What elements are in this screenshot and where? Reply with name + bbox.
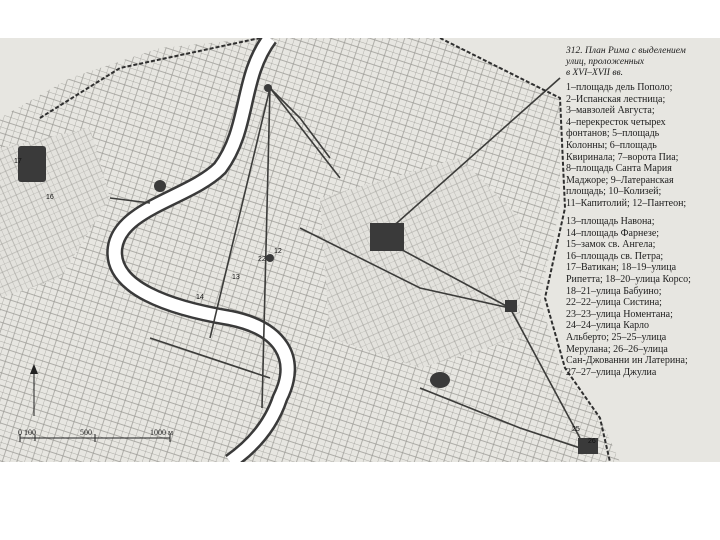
piazza-del-popolo-landmark xyxy=(264,84,272,92)
street-grid-area xyxy=(0,38,620,462)
map-label-22: 22 xyxy=(258,256,266,263)
vatican-landmark xyxy=(18,146,46,182)
map-label-13: 13 xyxy=(232,274,240,281)
city-plan-map xyxy=(0,38,720,462)
santa-maria-maggiore-landmark xyxy=(505,300,517,312)
castel-sant-angelo-landmark xyxy=(154,180,166,192)
map-label-26: 26 xyxy=(588,438,596,445)
map-label-12: 12 xyxy=(274,248,282,255)
map-label-14: 14 xyxy=(196,294,204,301)
street-grid-east xyxy=(320,158,520,368)
scale-label-500: 500 xyxy=(80,428,92,437)
scale-label-0-100: 0 100 xyxy=(18,428,36,437)
legend-block-1: 1–площадь дель Пополо; 2–Испанская лестница; 3–мавзолей Августа; 4–перекресток четырех фонтанов; 5–площадь Колонны; 6–площадь Квиринала; 7–ворота Пиа; 8–площадь Санта Мария Маджоре; 9–Латеранская площадь; 10–Колизей; 11–Капитолий; 12–Пантеон; xyxy=(566,82,687,209)
pantheon-landmark xyxy=(266,254,274,262)
map-label-17: 17 xyxy=(14,158,22,165)
legend-block-2: 13–площадь Навона; 14–площадь Фарнезе; 15–замок св. Ангела; 16–площадь св. Петра; 17–Ватикан; 18–19–улица Рипетта; 18–20–улица Корсо; 18–21–улица Бабуино; 22–22–улица Систина; 23–23–улица Номентана; 24–24–улица Карло Альберто; 25–25–улица Мерулана; 26–26–улица Сан-Джованни ин Латерина; 27–27–улица Джулиа xyxy=(566,216,691,378)
map-label-16: 16 xyxy=(46,194,54,201)
quirinal-landmark xyxy=(370,223,404,251)
colosseum-landmark xyxy=(430,372,450,388)
scale-label-1000: 1000 м xyxy=(150,428,174,437)
map-label-25: 25 xyxy=(572,426,580,433)
legend-heading: 312. План Рима с выделением улиц, проложенных в XVI–XVII вв. xyxy=(566,46,686,78)
